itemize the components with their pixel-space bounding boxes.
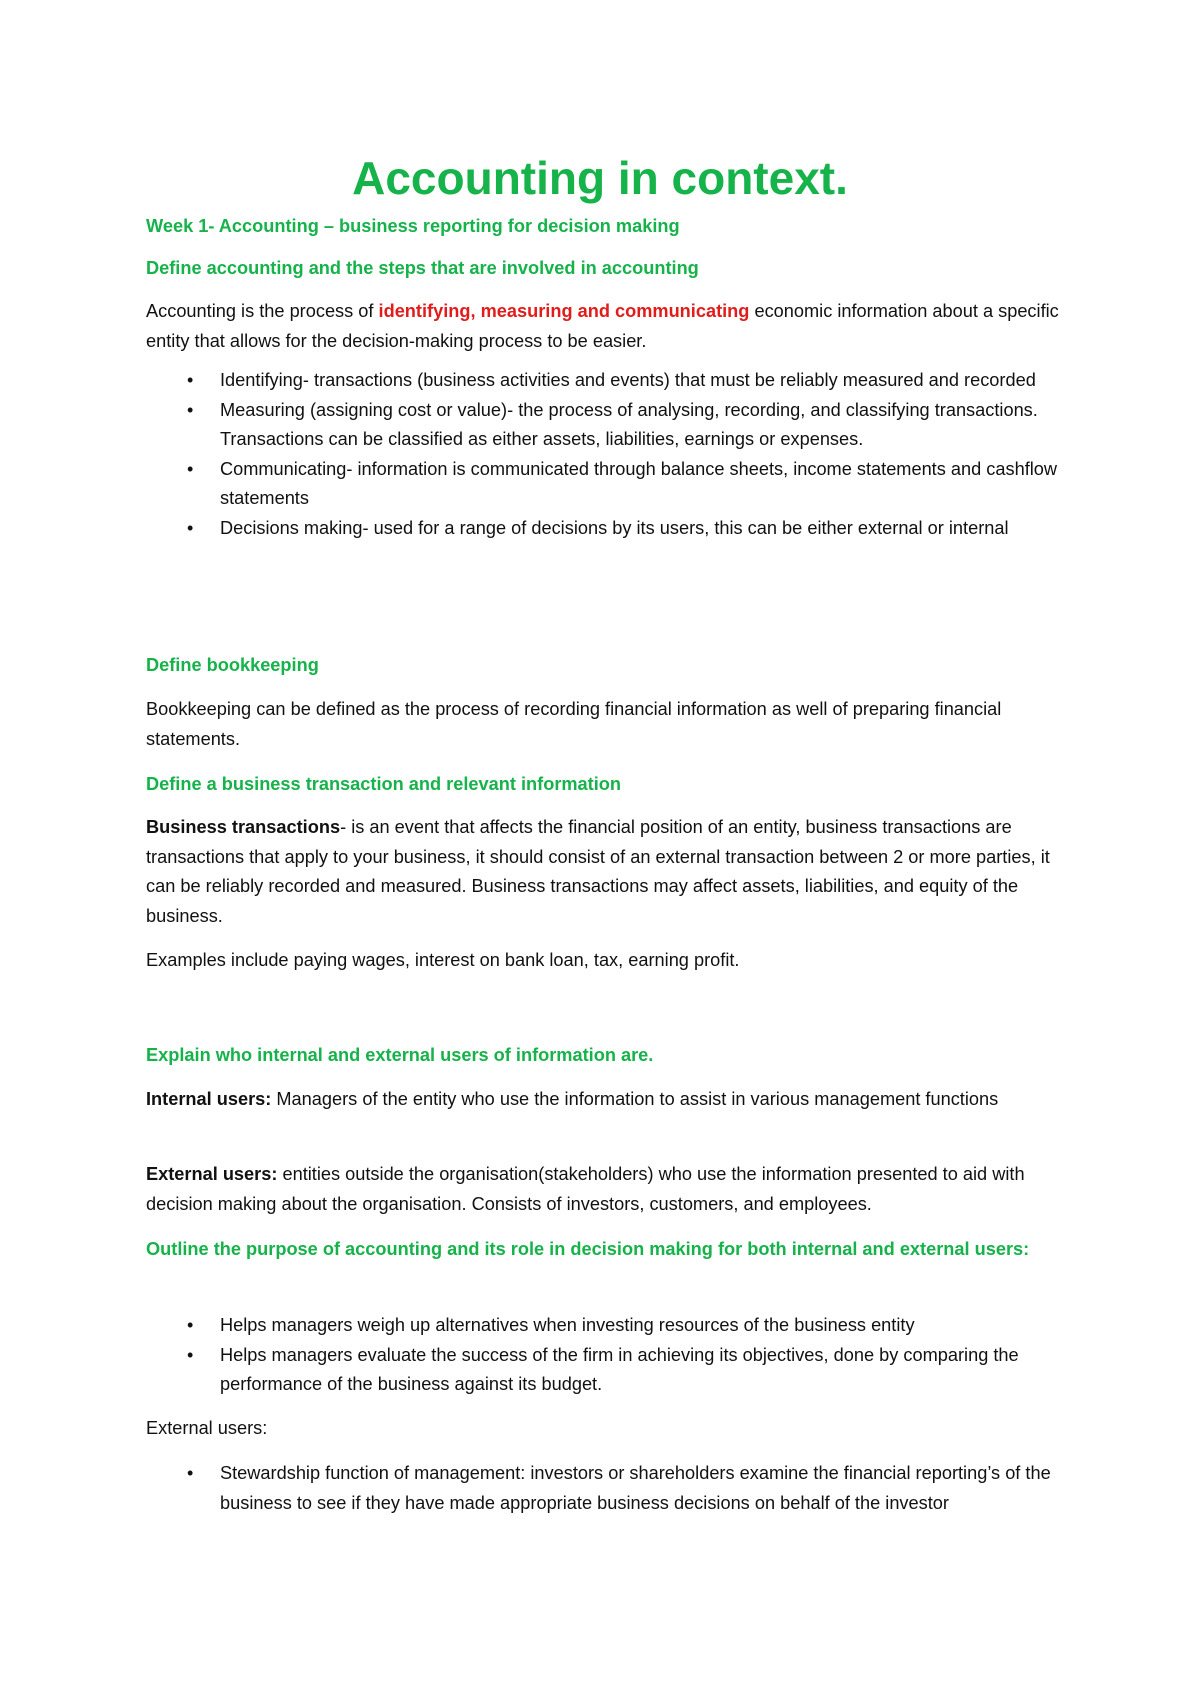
week-heading: Week 1- Accounting – business reporting for decision making [146,216,680,236]
accounting-definition-text-end: economic information about a specific entity that allows for the decision-making process to be easier. [146,301,1059,351]
bullet-icon: • [187,1344,194,1365]
list-item [146,514,1076,544]
bullet-icon: • [187,399,194,420]
external-purpose-list [146,1459,1076,1518]
list-item [146,396,1076,455]
bullet-icon: • [187,370,194,390]
external-users-term: External users: [146,1164,278,1184]
internal-users-paragraph [146,1085,1076,1115]
transaction-term: Business transactions [146,817,341,837]
list-item [146,1459,1076,1518]
accounting-steps-highlight: identifying, measuring and communicating [378,301,750,321]
list-item [146,1311,1076,1341]
define-bookkeeping-heading: Define bookkeeping [146,655,319,675]
purpose-heading: Outline the purpose of accounting and its role in decision making for both internal and external users: [146,1239,1030,1259]
external-users-text: entities outside the organisation(stakeholders) who use the information presented to aid with decision making about the organisation. Consists of investors, customers, and employees. [146,1164,1025,1214]
accounting-steps-list [146,366,1076,543]
transaction-definition: - is an event that affects the financial position of an entity, business transactions are transactions that apply to your business, it should consist of an external transaction between 2 or more parties, it can be reliably recorded and measured. Business transactions may affect assets, liabilities, and equity of the business. [146,817,1050,926]
list-item-text: Helps managers evaluate the success of the firm in achieving its objectives, done by comparing the performance of the business against its budget. [220,1344,1019,1394]
list-item-text: Identifying- transactions (business activities and events) that must be reliably measured and recorded [220,370,1036,390]
transaction-examples: Examples include paying wages, interest on bank loan, tax, earning profit. [146,950,740,970]
bookkeeping-paragraph: Bookkeeping can be defined as the process of recording financial information as well of preparing financial statements. [146,699,1002,749]
bullet-icon: • [187,1315,194,1335]
bullet-icon: • [187,517,194,538]
list-item-text: Measuring (assigning cost or value)- the process of analysing, recording, and classifying transactions. Transactions can be classified as either assets, liabilities, earnings or expenses. [220,399,1038,449]
list-item [146,455,1076,514]
transaction-paragraph [146,813,1076,931]
list-item [146,1341,1076,1400]
internal-users-term: Internal users: [146,1089,272,1109]
external-users-paragraph [146,1160,1076,1219]
accounting-definition-text-start: Accounting is the process of [146,301,379,321]
external-users-label: External users: [146,1418,268,1438]
list-item-text: Communicating- information is communicated through balance sheets, income statements and cashflow statements [220,458,1058,508]
list-item-text: Stewardship function of management: investors or shareholders examine the financial reporting’s of the business to see if they have made appropriate business decisions on behalf of the investor [220,1463,1051,1513]
list-item-text: Decisions making- used for a range of decisions by its users, this can be either external or internal [220,517,1009,538]
list-item-text: Helps managers weigh up alternatives when investing resources of the business entity [220,1315,915,1335]
list-item [146,366,1076,396]
define-transaction-heading: Define a business transaction and relevant information [146,774,622,794]
bullet-icon: • [187,458,194,479]
internal-users-text: Managers of the entity who use the information to assist in various management functions [271,1089,999,1109]
document-title: Accounting in context. [352,152,848,204]
accounting-definition-paragraph [146,297,1076,356]
internal-purpose-list [146,1311,1076,1400]
users-heading: Explain who internal and external users of information are. [146,1045,654,1065]
define-accounting-heading: Define accounting and the steps that are involved in accounting [146,258,699,278]
bullet-icon: • [187,1463,194,1483]
